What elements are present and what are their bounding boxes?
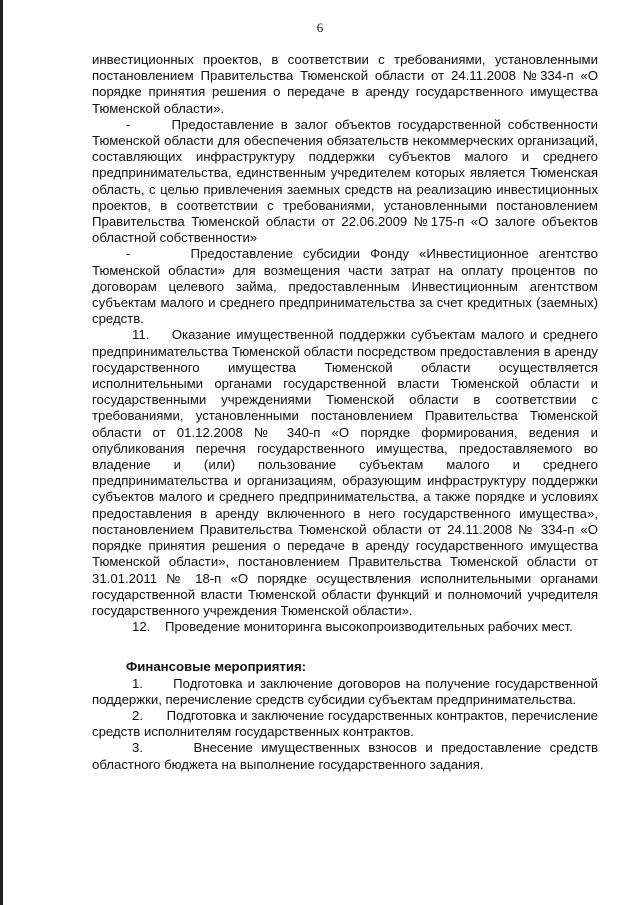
page-number: 6 [316, 20, 324, 35]
paragraph-item-12: 12. Проведение мониторинга высокопроизводительных рабочих мест. [132, 619, 573, 635]
financial-heading: Финансовые мероприятия: [126, 659, 307, 675]
paragraph-subsidy: - Предоставление субсидии Фонду «Инвестиционное агентство Тюменской области» для возмещения части затрат на оплату процентов по договорам целевого займа, предоставленным Инвестиционным агентством субъектам малого и среднего предпринимательства за счет кредитных (заемных) средств. [92, 246, 598, 327]
paragraph-item-11: 11. Оказание имущественной поддержки субъектам малого и среднего предпринимательства Тюменской области посредством предоставления в аренду государственного имущества Тюменской области осуществляется исполнительными органами государственной власти Тюменской области и государственными учреждениями Тюменской области в соответствии с требованиями, установленными постановлением Правительства Тюменской области от 01.12.2008 № 340-п «О порядке формирования, ведения и опубликования перечня государственного имущества, предоставляемого во владение и (или) пользование субъектам малого и среднего предпринимательства и организациям, образующим инфраструктуру поддержки субъектов малого и среднего предпринимательства, а также порядке и условиях предоставления в аренду включенного в него государственного имущества», постановлением Правительства Тюменской области от 24.11.2008 № 334-п «О порядке принятия решения о передаче в аренду государственного имущества Тюменской области», постановлением Правительства Тюменской области от 31.01.2011 № 18-п «О порядке осуществления исполнительными органами государственной власти Тюменской области функций и полномочий учредителя государственного учреждения Тюменской области». [92, 327, 598, 618]
scan-left-border [0, 0, 3, 905]
paragraph-continuation: инвестиционных проектов, в соответствии с требованиями, установленными постановлением Правительства Тюменской области от 24.11.2008 №334-п «О порядке принятия решения о передаче в аренду государственного имущества Тюменской области». [92, 52, 598, 116]
financial-item-3: 3. Внесение имущественных взносов и предоставление средств областного бюджета на выполнение государственного задания. [92, 740, 598, 772]
paragraph-pledge: - Предоставление в залог объектов государственной собственности Тюменской области для обеспечения обязательств некоммерческих организаций, составляющих инфраструктуру поддержки субъектов малого и среднего предпринимательства, единственным учредителем которых является Тюменская область, с целью привлечения заемных средств на реализацию инвестиционных проектов, в соответствии с требованиями, установленными постановлением Правительства Тюменской области от 22.06.2009 №175-п «О залоге объектов областной собственности» [92, 116, 598, 246]
document-body [92, 52, 598, 773]
financial-item-1: 1. Подготовка и заключение договоров на получение государственной поддержки, перечисление средств субсидии субъектам предпринимательства. [92, 675, 598, 707]
financial-item-2: 2. Подготовка и заключение государственных контрактов, перечисление средств исполнителям государственных контрактов. [92, 707, 598, 740]
section-gap [92, 635, 598, 659]
